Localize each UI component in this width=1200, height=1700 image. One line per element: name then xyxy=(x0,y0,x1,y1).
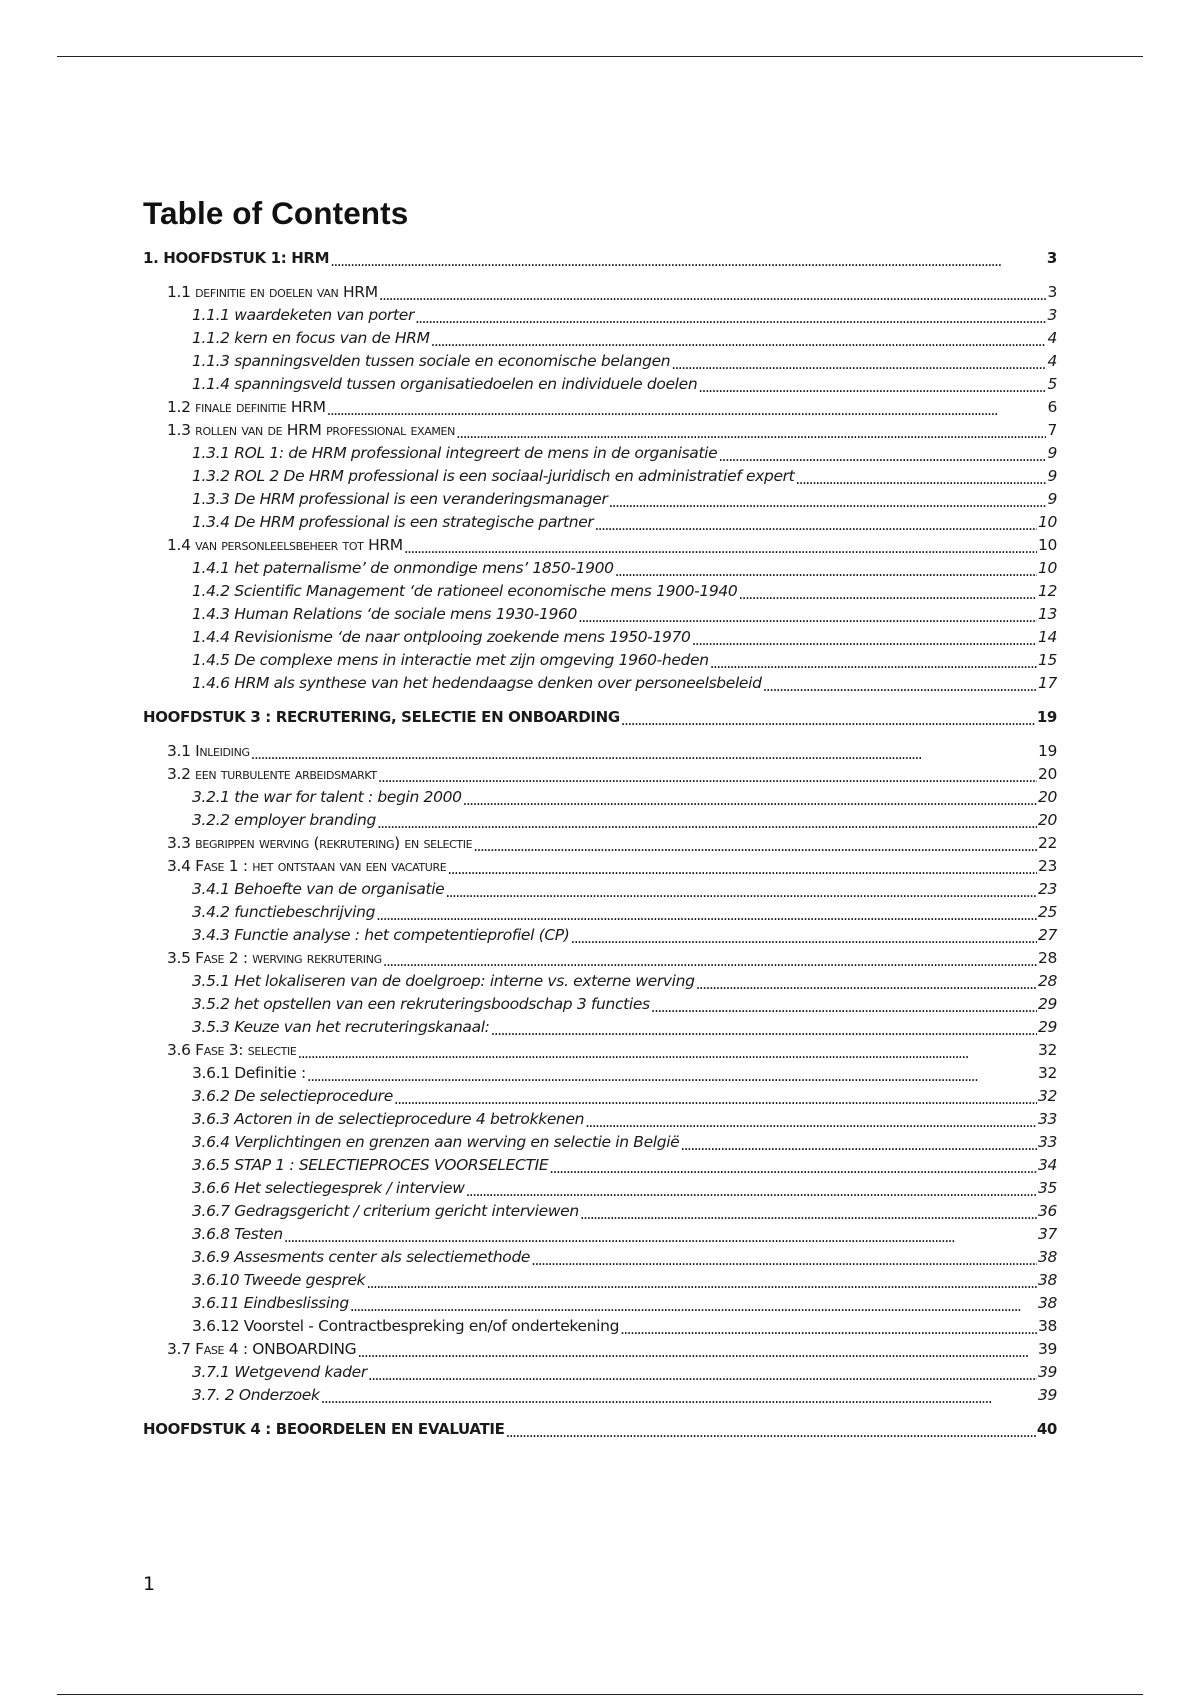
toc-entry-title: 1.1.4 spanningsveld tussen organisatiedoelen en individuele doelen xyxy=(192,375,698,393)
toc-dot-leader xyxy=(621,710,1036,726)
toc-entry-level-3[interactable] xyxy=(192,1201,1057,1221)
toc-dot-leader xyxy=(445,882,1037,898)
toc-entry-level-3[interactable] xyxy=(192,902,1057,922)
toc-entry-title: 3.6.10 Tweede gesprek xyxy=(192,1271,366,1289)
toc-entry-level-2[interactable] xyxy=(167,1339,1057,1359)
toc-entry-page: 4 xyxy=(1047,352,1057,370)
toc-entry-page: 10 xyxy=(1037,513,1057,531)
toc-entry-level-3[interactable] xyxy=(192,1385,1057,1405)
toc-entry-level-3[interactable] xyxy=(192,351,1057,371)
toc-entry-page: 36 xyxy=(1037,1202,1057,1220)
toc-entry-level-3[interactable] xyxy=(192,1178,1057,1198)
toc-entry-page: 39 xyxy=(1037,1386,1057,1404)
toc-entry-level-1[interactable] xyxy=(143,1419,1057,1439)
toc-entry-level-3[interactable] xyxy=(192,604,1057,624)
toc-dot-leader xyxy=(379,285,1047,301)
toc-entry-page: 32 xyxy=(1037,1064,1057,1082)
toc-dot-leader xyxy=(415,308,1047,324)
toc-entry-title: 3.5.3 Keuze van het recruteringskanaal: xyxy=(192,1018,490,1036)
toc-dot-leader xyxy=(447,859,1037,875)
toc-entry-page: 25 xyxy=(1037,903,1057,921)
toc-entry-page: 9 xyxy=(1047,490,1057,508)
toc-dot-leader xyxy=(594,515,1037,531)
toc-entry-level-3[interactable] xyxy=(192,305,1057,325)
toc-entry-title: 1.4 van personleelsbeheer tot HRM xyxy=(167,536,403,554)
toc-entry-title: 3.7.1 Wetgevend kader xyxy=(192,1363,367,1381)
toc-entry-title: 3.6.3 Actoren in de selectieprocedure 4 betrokkenen xyxy=(192,1110,585,1128)
toc-entry-title: 3.3 begrippen werving (rekrutering) en selectie xyxy=(167,834,473,852)
toc-entry-page: 3 xyxy=(1047,306,1057,324)
toc-dot-leader xyxy=(763,676,1037,692)
toc-entry-title: 3.4.3 Functie analyse : het competentieprofiel (CP) xyxy=(192,926,570,944)
toc-entry-title: 1.2 finale definitie HRM xyxy=(167,398,326,416)
toc-entry-title: 3.7. 2 Onderzoek xyxy=(192,1386,320,1404)
toc-entry-title: 1.1.2 kern en focus van de HRM xyxy=(192,329,430,347)
toc-entry-level-3[interactable] xyxy=(192,328,1057,348)
toc-entry-title: 1.4.1 het paternalisme’ de onmondige mens’ 1850-1900 xyxy=(192,559,614,577)
toc-entry-level-3[interactable] xyxy=(192,466,1057,486)
toc-entry-page: 14 xyxy=(1037,628,1057,646)
toc-entry-title: 1.1.1 waardeketen van porter xyxy=(192,306,414,324)
toc-dot-leader xyxy=(491,1020,1037,1036)
toc-dot-leader xyxy=(431,331,1047,347)
toc-entry-title: 3.6.7 Gedragsgericht / criterium gericht interviewen xyxy=(192,1202,579,1220)
toc-entry-page: 15 xyxy=(1037,651,1057,669)
toc-dot-leader xyxy=(251,744,1037,760)
toc-dot-leader xyxy=(620,1319,1037,1335)
toc-entry-title: 1.3.3 De HRM professional is een veranderingsmanager xyxy=(192,490,608,508)
toc-entry-level-3[interactable] xyxy=(192,1293,1057,1313)
toc-entry-title: 3.6.11 Eindbeslissing xyxy=(192,1294,349,1312)
toc-entry-page: 33 xyxy=(1037,1133,1057,1151)
toc-dot-leader xyxy=(466,1181,1037,1197)
toc-dot-leader xyxy=(366,1273,1037,1289)
toc-entry-page: 39 xyxy=(1037,1340,1057,1358)
toc-entry-page: 38 xyxy=(1037,1248,1057,1266)
toc-entry-page: 3 xyxy=(1047,283,1057,301)
toc-entry-page: 29 xyxy=(1037,995,1057,1013)
toc-entry-level-1[interactable] xyxy=(143,707,1057,727)
toc-entry-title: 3.6.12 Voorstel - Contractbespreking en/of ondertekening xyxy=(192,1317,620,1335)
toc-entry-title: 3.6.9 Assesments center als selectiemethode xyxy=(192,1248,531,1266)
toc-entry-page: 23 xyxy=(1037,880,1057,898)
toc-entry-page: 29 xyxy=(1037,1018,1057,1036)
toc-entry-page: 19 xyxy=(1037,742,1057,760)
toc-entry-level-3[interactable] xyxy=(192,810,1057,830)
toc-dot-leader xyxy=(585,1112,1037,1128)
toc-entry-level-3[interactable] xyxy=(192,994,1057,1014)
toc-entry-page: 23 xyxy=(1037,857,1057,875)
toc-entry-page: 28 xyxy=(1037,972,1057,990)
toc-entry-page: 10 xyxy=(1037,536,1057,554)
toc-entry-title: 3.7 Fase 4 : ONBOARDING xyxy=(167,1340,357,1358)
toc-entry-page: 34 xyxy=(1037,1156,1057,1174)
toc-entry-level-3[interactable] xyxy=(192,787,1057,807)
toc-dot-leader xyxy=(549,1158,1037,1174)
toc-entry-level-3[interactable] xyxy=(192,879,1057,899)
toc-entry-title: 3.4.2 functiebeschrijving xyxy=(192,903,376,921)
toc-entry-level-2[interactable] xyxy=(167,833,1057,853)
toc-entry-title: 3.2 een turbulente arbeidsmarkt xyxy=(167,765,377,783)
toc-entry-level-3[interactable] xyxy=(192,650,1057,670)
toc-entry-page: 37 xyxy=(1037,1225,1057,1243)
toc-entry-page: 5 xyxy=(1047,375,1057,393)
toc-entry-page: 4 xyxy=(1047,329,1057,347)
toc-entry-page: 22 xyxy=(1037,834,1057,852)
toc-entry-level-3[interactable] xyxy=(192,1155,1057,1175)
toc-entry-title: 3.2.2 employer branding xyxy=(192,811,376,829)
toc-dot-leader xyxy=(298,1043,1037,1059)
toc-dot-leader xyxy=(330,251,1046,267)
toc-entry-level-3[interactable] xyxy=(192,1362,1057,1382)
toc-entry-title: 3.4.1 Behoefte van de organisatie xyxy=(192,880,445,898)
toc-entry-level-3[interactable] xyxy=(192,1316,1057,1336)
toc-entry-title: 1.4.4 Revisionisme ‘de naar ontplooing zoekende mens 1950-1970 xyxy=(192,628,691,646)
toc-entry-page: 39 xyxy=(1037,1363,1057,1381)
toc-entry-title: 3.5 Fase 2 : werving rekrutering xyxy=(167,949,382,967)
toc-entry-title: 1.3.2 ROL 2 De HRM professional is een sociaal-juridisch en administratief expert xyxy=(192,467,795,485)
toc-entry-level-3[interactable] xyxy=(192,1270,1057,1290)
toc-entry-level-3[interactable] xyxy=(192,1086,1057,1106)
toc-entry-title: 1.3.1 ROL 1: de HRM professional integreert de mens in de organisatie xyxy=(192,444,718,462)
toc-entry-level-2[interactable] xyxy=(167,948,1057,968)
toc-dot-leader xyxy=(357,1342,1037,1358)
toc-entry-level-3[interactable] xyxy=(192,1063,1057,1083)
toc-entry-page: 32 xyxy=(1037,1041,1057,1059)
toc-dot-leader xyxy=(698,377,1046,393)
toc-dot-leader xyxy=(394,1089,1037,1105)
toc-dot-leader xyxy=(307,1066,1037,1082)
toc-dot-leader xyxy=(368,1365,1037,1381)
toc-entry-title: 3.1 Inleiding xyxy=(167,742,250,760)
toc-entry-title: 3.6.2 De selectieprocedure xyxy=(192,1087,393,1105)
toc-entry-level-3[interactable] xyxy=(192,374,1057,394)
toc-entry-page: 27 xyxy=(1037,926,1057,944)
page-number: 1 xyxy=(143,1573,156,1595)
toc-entry-page: 20 xyxy=(1037,788,1057,806)
toc-dot-leader xyxy=(327,400,1047,416)
toc-entry-level-3[interactable] xyxy=(192,443,1057,463)
toc-dot-leader xyxy=(456,423,1046,439)
header-rule xyxy=(57,56,1143,57)
toc-dot-leader xyxy=(378,767,1037,783)
toc-dot-leader xyxy=(404,538,1037,554)
toc-entry-page: 19 xyxy=(1036,708,1057,726)
toc-entry-level-3[interactable] xyxy=(192,558,1057,578)
toc-entry-page: 10 xyxy=(1037,559,1057,577)
toc-dot-leader xyxy=(321,1388,1037,1404)
toc-entry-level-2[interactable] xyxy=(167,535,1057,555)
footer-rule xyxy=(57,1694,1143,1695)
toc-entry-page: 9 xyxy=(1047,444,1057,462)
toc-entry-level-3[interactable] xyxy=(192,627,1057,647)
toc-entry-page: 20 xyxy=(1037,811,1057,829)
toc-entry-level-3[interactable] xyxy=(192,925,1057,945)
toc-entry-title: 1.4.6 HRM als synthese van het hedendaagse denken over personeelsbeleid xyxy=(192,674,762,692)
toc-entry-level-3[interactable] xyxy=(192,673,1057,693)
toc-dot-leader xyxy=(531,1250,1037,1266)
toc-dot-leader xyxy=(505,1422,1035,1438)
toc-entry-level-2[interactable] xyxy=(167,1040,1057,1060)
toc-entry-title: 3.4 Fase 1 : het ontstaan van een vacature xyxy=(167,857,447,875)
toc-entry-level-2[interactable] xyxy=(167,420,1057,440)
toc-entry-title: 3.6.5 STAP 1 : SELECTIEPROCES VOORSELECTIE xyxy=(192,1156,549,1174)
toc-entry-page: 12 xyxy=(1037,582,1057,600)
toc-entry-title: HOOFDSTUK 3 : RECRUTERING, SELECTIE EN ONBOARDING xyxy=(143,708,620,726)
toc-dot-leader xyxy=(383,951,1037,967)
toc-entry-level-3[interactable] xyxy=(192,971,1057,991)
toc-entry-level-3[interactable] xyxy=(192,1247,1057,1267)
toc-dot-leader xyxy=(710,653,1037,669)
toc-dot-leader xyxy=(651,997,1037,1013)
toc-entry-title: HOOFDSTUK 4 : BEOORDELEN EN EVALUATIE xyxy=(143,1420,505,1438)
toc-entry-title: 3.6.4 Verplichtingen en grenzen aan werving en selectie in België xyxy=(192,1133,680,1151)
toc-entry-level-2[interactable] xyxy=(167,856,1057,876)
page-title: Table of Contents xyxy=(143,195,409,231)
toc-entry-level-3[interactable] xyxy=(192,581,1057,601)
toc-entry-level-2[interactable] xyxy=(167,764,1057,784)
toc-entry-page: 3 xyxy=(1046,249,1057,267)
toc-entry-page: 38 xyxy=(1037,1271,1057,1289)
toc-entry-level-3[interactable] xyxy=(192,1017,1057,1037)
toc-dot-leader xyxy=(692,630,1037,646)
toc-dot-leader xyxy=(738,584,1037,600)
toc-entry-page: 7 xyxy=(1047,421,1057,439)
toc-entry-level-3[interactable] xyxy=(192,1224,1057,1244)
toc-entry-page: 17 xyxy=(1037,674,1057,692)
toc-dot-leader xyxy=(463,790,1037,806)
toc-entry-page: 33 xyxy=(1037,1110,1057,1128)
toc-entry-title: 3.6 Fase 3: selectie xyxy=(167,1041,297,1059)
toc-entry-page: 40 xyxy=(1036,1420,1057,1438)
toc-dot-leader xyxy=(571,928,1037,944)
toc-entry-title: 1.4.2 Scientific Management ‘de rationeel economische mens 1900-1940 xyxy=(192,582,738,600)
toc-dot-leader xyxy=(578,607,1037,623)
toc-dot-leader xyxy=(377,813,1037,829)
toc-dot-leader xyxy=(795,469,1046,485)
toc-entry-level-3[interactable] xyxy=(192,489,1057,509)
toc-entry-title: 1.4.5 De complexe mens in interactie met zijn omgeving 1960-heden xyxy=(192,651,709,669)
toc-entry-title: 1.1 definitie en doelen van HRM xyxy=(167,283,378,301)
toc-dot-leader xyxy=(696,974,1037,990)
toc-entry-title: 1. HOOFDSTUK 1: HRM xyxy=(143,249,330,267)
toc-entry-title: 1.3 rollen van de HRM professional examen xyxy=(167,421,456,439)
toc-entry-level-2[interactable] xyxy=(167,282,1057,302)
toc-dot-leader xyxy=(350,1296,1037,1312)
toc-entry-title: 3.6.8 Testen xyxy=(192,1225,283,1243)
toc-dot-leader xyxy=(671,354,1046,370)
toc-entry-level-2[interactable] xyxy=(167,397,1057,417)
toc-entry-page: 9 xyxy=(1047,467,1057,485)
toc-entry-title: 3.6.1 Definitie : xyxy=(192,1064,306,1082)
toc-entry-level-3[interactable] xyxy=(192,1109,1057,1129)
toc-dot-leader xyxy=(284,1227,1037,1243)
toc-entry-title: 3.2.1 the war for talent : begin 2000 xyxy=(192,788,462,806)
toc-dot-leader xyxy=(473,836,1037,852)
toc-dot-leader xyxy=(580,1204,1037,1220)
toc-entry-page: 13 xyxy=(1037,605,1057,623)
toc-entry-page: 20 xyxy=(1037,765,1057,783)
toc-entry-level-3[interactable] xyxy=(192,1132,1057,1152)
toc-entry-level-2[interactable] xyxy=(167,741,1057,761)
toc-entry-page: 6 xyxy=(1047,398,1057,416)
toc-entry-level-3[interactable] xyxy=(192,512,1057,532)
toc-entry-title: 3.5.2 het opstellen van een rekruteringsboodschap 3 functies xyxy=(192,995,650,1013)
toc-entry-page: 38 xyxy=(1037,1317,1057,1335)
toc-entry-title: 1.1.3 spanningsvelden tussen sociale en economische belangen xyxy=(192,352,671,370)
toc-dot-leader xyxy=(376,905,1037,921)
toc-entry-title: 3.5.1 Het lokaliseren van de doelgroep: interne vs. externe werving xyxy=(192,972,695,990)
toc-entry-level-1[interactable] xyxy=(143,248,1057,268)
toc-dot-leader xyxy=(608,492,1046,508)
toc-entry-page: 35 xyxy=(1037,1179,1057,1197)
toc-entry-page: 38 xyxy=(1037,1294,1057,1312)
toc-dot-leader xyxy=(680,1135,1037,1151)
toc-entry-page: 32 xyxy=(1037,1087,1057,1105)
toc-entry-title: 3.6.6 Het selectiegesprek / interview xyxy=(192,1179,465,1197)
toc-entry-title: 1.4.3 Human Relations ‘de sociale mens 1930-1960 xyxy=(192,605,578,623)
toc-entry-page: 28 xyxy=(1037,949,1057,967)
toc-dot-leader xyxy=(718,446,1046,462)
toc-entry-title: 1.3.4 De HRM professional is een strategische partner xyxy=(192,513,594,531)
toc-dot-leader xyxy=(615,561,1037,577)
